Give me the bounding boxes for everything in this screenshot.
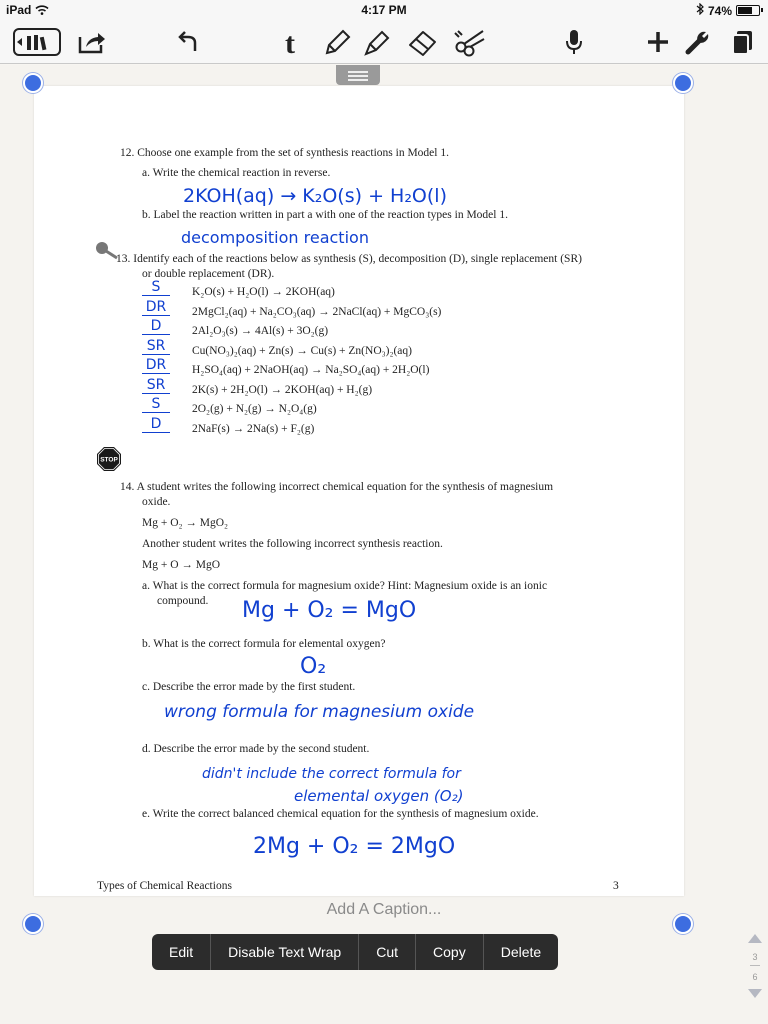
clock: 4:17 PM (361, 3, 407, 17)
page-navigator (744, 932, 766, 1004)
q13-answer: SR (142, 339, 170, 355)
q13-reaction: 2K(s) + 2H₂O(l) → 2KOH(aq) + H₂(g) (192, 383, 373, 396)
q12-part-b: b. Label the reaction written in part a with one of the reaction types in Model 1. (142, 209, 508, 221)
caption-input[interactable]: Add A Caption... (326, 901, 442, 918)
q14-equation-2: Mg + O → MgO (142, 559, 221, 571)
page-footer-title: Types of Chemical Reactions (97, 880, 232, 892)
q13-stem-line1: 13. Identify each of the reactions below as synthesis (S), decomposition (D), single replacement (SR) (116, 253, 582, 265)
q13-reaction: 2NaF(s) → 2Na(s) + F₂(g) (192, 422, 315, 435)
q14-part-b: b. What is the correct formula for elemental oxygen? (142, 638, 386, 650)
toolbar (0, 20, 768, 64)
q14-d-answer-line2: elemental oxygen (O₂) (294, 787, 464, 805)
q12-a-answer: 2KOH(aq) → K₂O(s) + H₂O(l) (183, 185, 447, 207)
eraser-icon[interactable] (405, 24, 441, 60)
menu-item-cut[interactable]: Cut (359, 934, 416, 970)
q14-stem-line1: 14. A student writes the following incorrect chemical equation for the synthesis of magnesium (120, 481, 554, 493)
microphone-icon[interactable] (556, 24, 592, 60)
menu-item-delete[interactable]: Delete (500, 944, 542, 960)
current-page: 3 (752, 952, 758, 962)
q14-part-a-line1: a. What is the correct formula for magnesium oxide? Hint: Magnesium oxide is an ionic (142, 580, 548, 592)
q12-stem: 12. Choose one example from the set of synthesis reactions in Model 1. (120, 147, 449, 159)
stop-sign-icon (96, 446, 122, 472)
q13-answer: S (142, 397, 170, 413)
q13-answer: DR (142, 358, 170, 374)
q12-part-a: a. Write the chemical reaction in reverse. (142, 167, 331, 179)
selection-handle-top-left[interactable] (23, 73, 43, 93)
bluetooth-icon (696, 3, 704, 18)
q14-stem-line2: oxide. (142, 496, 171, 508)
q13-answer: DR (142, 300, 170, 316)
q13-reaction: 2O₂(g) + N₂(g) → N₂O₄(g) (192, 403, 317, 415)
q13-answer: D (142, 417, 170, 433)
wrench-icon[interactable] (680, 24, 716, 60)
svg-text:t: t (285, 27, 295, 57)
q13-reaction: 2Al₂O₃(s) → 4Al(s) + 3O₂(g) (192, 325, 329, 337)
q14-e-answer: 2Mg + O₂ = 2MgO (253, 834, 456, 859)
q13-reaction: K₂O(s) + H₂O(l) → 2KOH(aq) (192, 286, 335, 298)
menu-item-disable-text-wrap[interactable]: Disable Text Wrap (211, 934, 359, 970)
q14-part-c: c. Describe the error made by the first student. (142, 681, 356, 693)
status-bar (0, 0, 768, 20)
drag-handle-icon[interactable] (336, 65, 380, 85)
q13-answer: S (142, 280, 170, 296)
svg-text:STOP: STOP (100, 456, 118, 464)
page-number: 3 (613, 880, 619, 892)
q13-answer: SR (142, 378, 170, 394)
highlighter-icon[interactable] (360, 24, 396, 60)
q13-answer: D (142, 319, 170, 335)
q14-c-answer: wrong formula for magnesium oxide (164, 702, 475, 722)
library-icon[interactable] (12, 24, 62, 60)
pager-divider (750, 965, 760, 966)
q14-d-answer-line1: didn't include the correct formula for (202, 766, 461, 782)
device-name: iPad (6, 3, 49, 17)
q14-part-d: d. Describe the error made by the second student. (142, 743, 370, 755)
q14-equation-1: Mg + O₂ → MgO₂ (142, 517, 229, 529)
text-tool-icon[interactable] (276, 24, 312, 60)
context-menu (152, 934, 558, 970)
q13-stem-line2: or double replacement (DR). (142, 268, 275, 280)
menu-item-copy[interactable]: Copy (416, 934, 484, 970)
q13-reaction: 2MgCl₂(aq) + Na₂CO₃(aq) → 2NaCl(aq) + MgCO₃(s) (192, 305, 442, 318)
menu-item-edit[interactable]: Edit (152, 934, 211, 970)
undo-icon[interactable] (170, 24, 206, 60)
add-icon[interactable] (640, 24, 676, 60)
page-down-icon[interactable] (747, 988, 763, 1000)
q14-part-e: e. Write the correct balanced chemical equation for the synthesis of magnesium oxide. (142, 808, 539, 820)
total-pages: 6 (752, 972, 758, 982)
q13-reaction: Cu(NO₃)₂(aq) + Zn(s) → Cu(s) + Zn(NO₃)₂(aq) (192, 344, 412, 357)
pages-icon[interactable] (724, 24, 760, 60)
battery-fill (738, 7, 752, 14)
page-up-icon[interactable] (747, 932, 763, 944)
q14-line-2: Another student writes the following incorrect synthesis reaction. (142, 538, 443, 550)
scissors-icon[interactable] (452, 24, 488, 60)
battery-icon (736, 5, 760, 16)
q13-reaction: H₂SO₄(aq) + 2NaOH(aq) → Na₂SO₄(aq) + 2H₂O(l) (192, 364, 430, 376)
pen-icon[interactable] (320, 24, 356, 60)
q12-b-answer: decomposition reaction (181, 228, 369, 247)
q14-part-a-line2: compound. (157, 595, 209, 607)
battery-percent: 74% (707, 3, 732, 18)
q14-b-answer: O₂ (300, 654, 327, 679)
share-icon[interactable] (74, 24, 110, 60)
selection-handle-top-right[interactable] (673, 73, 693, 93)
q14-a-answer: Mg + O₂ = MgO (242, 598, 417, 623)
